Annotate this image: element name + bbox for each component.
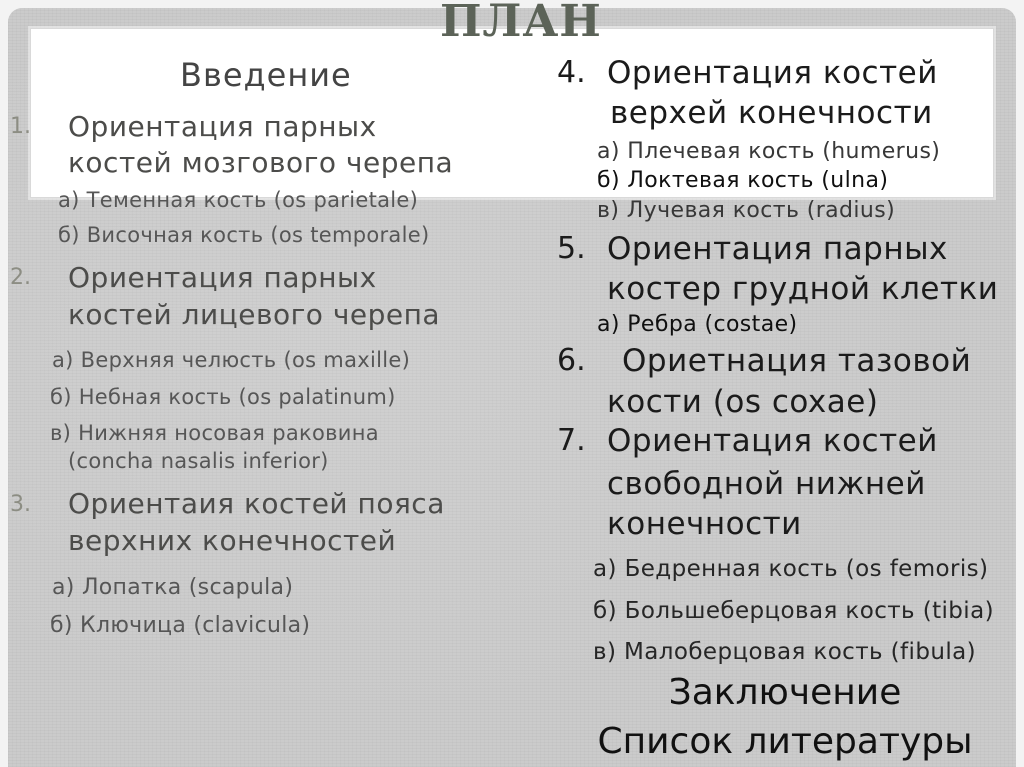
section-heading-line: верхей конечности — [610, 95, 933, 131]
section-heading-line: костер грудной клетки — [607, 271, 999, 307]
section-heading-line: Ориентаия костей пояса — [68, 487, 445, 520]
section-number: 6. — [557, 343, 586, 378]
section-heading-line: конечности — [607, 506, 802, 542]
subsection-item: б) Локтевая кость (ulna) — [597, 168, 889, 193]
section-number: 7. — [557, 423, 586, 458]
section-heading-line: костей лицевого черепа — [68, 298, 441, 331]
section-number: 2. — [10, 265, 31, 290]
section-heading-line: Ориентация костей — [607, 55, 938, 91]
subsection-item-continuation: (concha nasalis inferior) — [68, 449, 329, 473]
references-item: Список литературы — [597, 721, 973, 762]
section-heading-line: свободной нижней — [607, 466, 926, 502]
section-heading-line: Ориентация парных — [68, 261, 377, 294]
conclusion-item: Заключение — [668, 672, 902, 713]
section-heading-line: Ориентация костей — [607, 423, 938, 459]
subsection-item: б) Большеберцовая кость (tibia) — [593, 598, 994, 624]
slide-title: ПЛАН — [440, 0, 602, 47]
section-heading-line: костей мозгового черепа — [68, 146, 454, 179]
section-number: 3. — [10, 492, 31, 517]
subsection-item: б) Височная кость (os temporale) — [58, 223, 430, 247]
section-heading-line: Ориентация парных — [68, 110, 377, 143]
section-heading-line: Ориетнация тазовой — [622, 343, 972, 379]
section-number: 5. — [557, 231, 586, 266]
subsection-item: б) Ключица (clavicula) — [50, 613, 311, 638]
plan-intro: Введение — [180, 56, 352, 94]
subsection-item: а) Плечевая кость (humerus) — [597, 139, 941, 164]
section-number: 1. — [10, 114, 31, 139]
section-heading-line: кости (os coxae) — [607, 384, 879, 420]
subsection-item: б) Небная кость (os palatinum) — [50, 385, 396, 409]
section-heading-line: верхних конечностей — [68, 524, 397, 557]
subsection-item: а) Ребра (costae) — [597, 312, 798, 337]
section-heading-line: Ориентация парных — [607, 231, 948, 267]
subsection-item: а) Бедренная кость (os femoris) — [593, 556, 989, 582]
subsection-item: а) Лопатка (scapula) — [52, 575, 294, 600]
subsection-item: в) Лучевая кость (radius) — [597, 198, 896, 223]
subsection-item: в) Малоберцовая кость (fibula) — [593, 639, 976, 665]
subsection-item: а) Верхняя челюсть (os maxille) — [52, 348, 411, 372]
subsection-item: а) Теменная кость (os parietale) — [58, 188, 419, 212]
section-number: 4. — [557, 55, 586, 90]
subsection-item: в) Нижняя носовая раковина — [50, 421, 379, 445]
